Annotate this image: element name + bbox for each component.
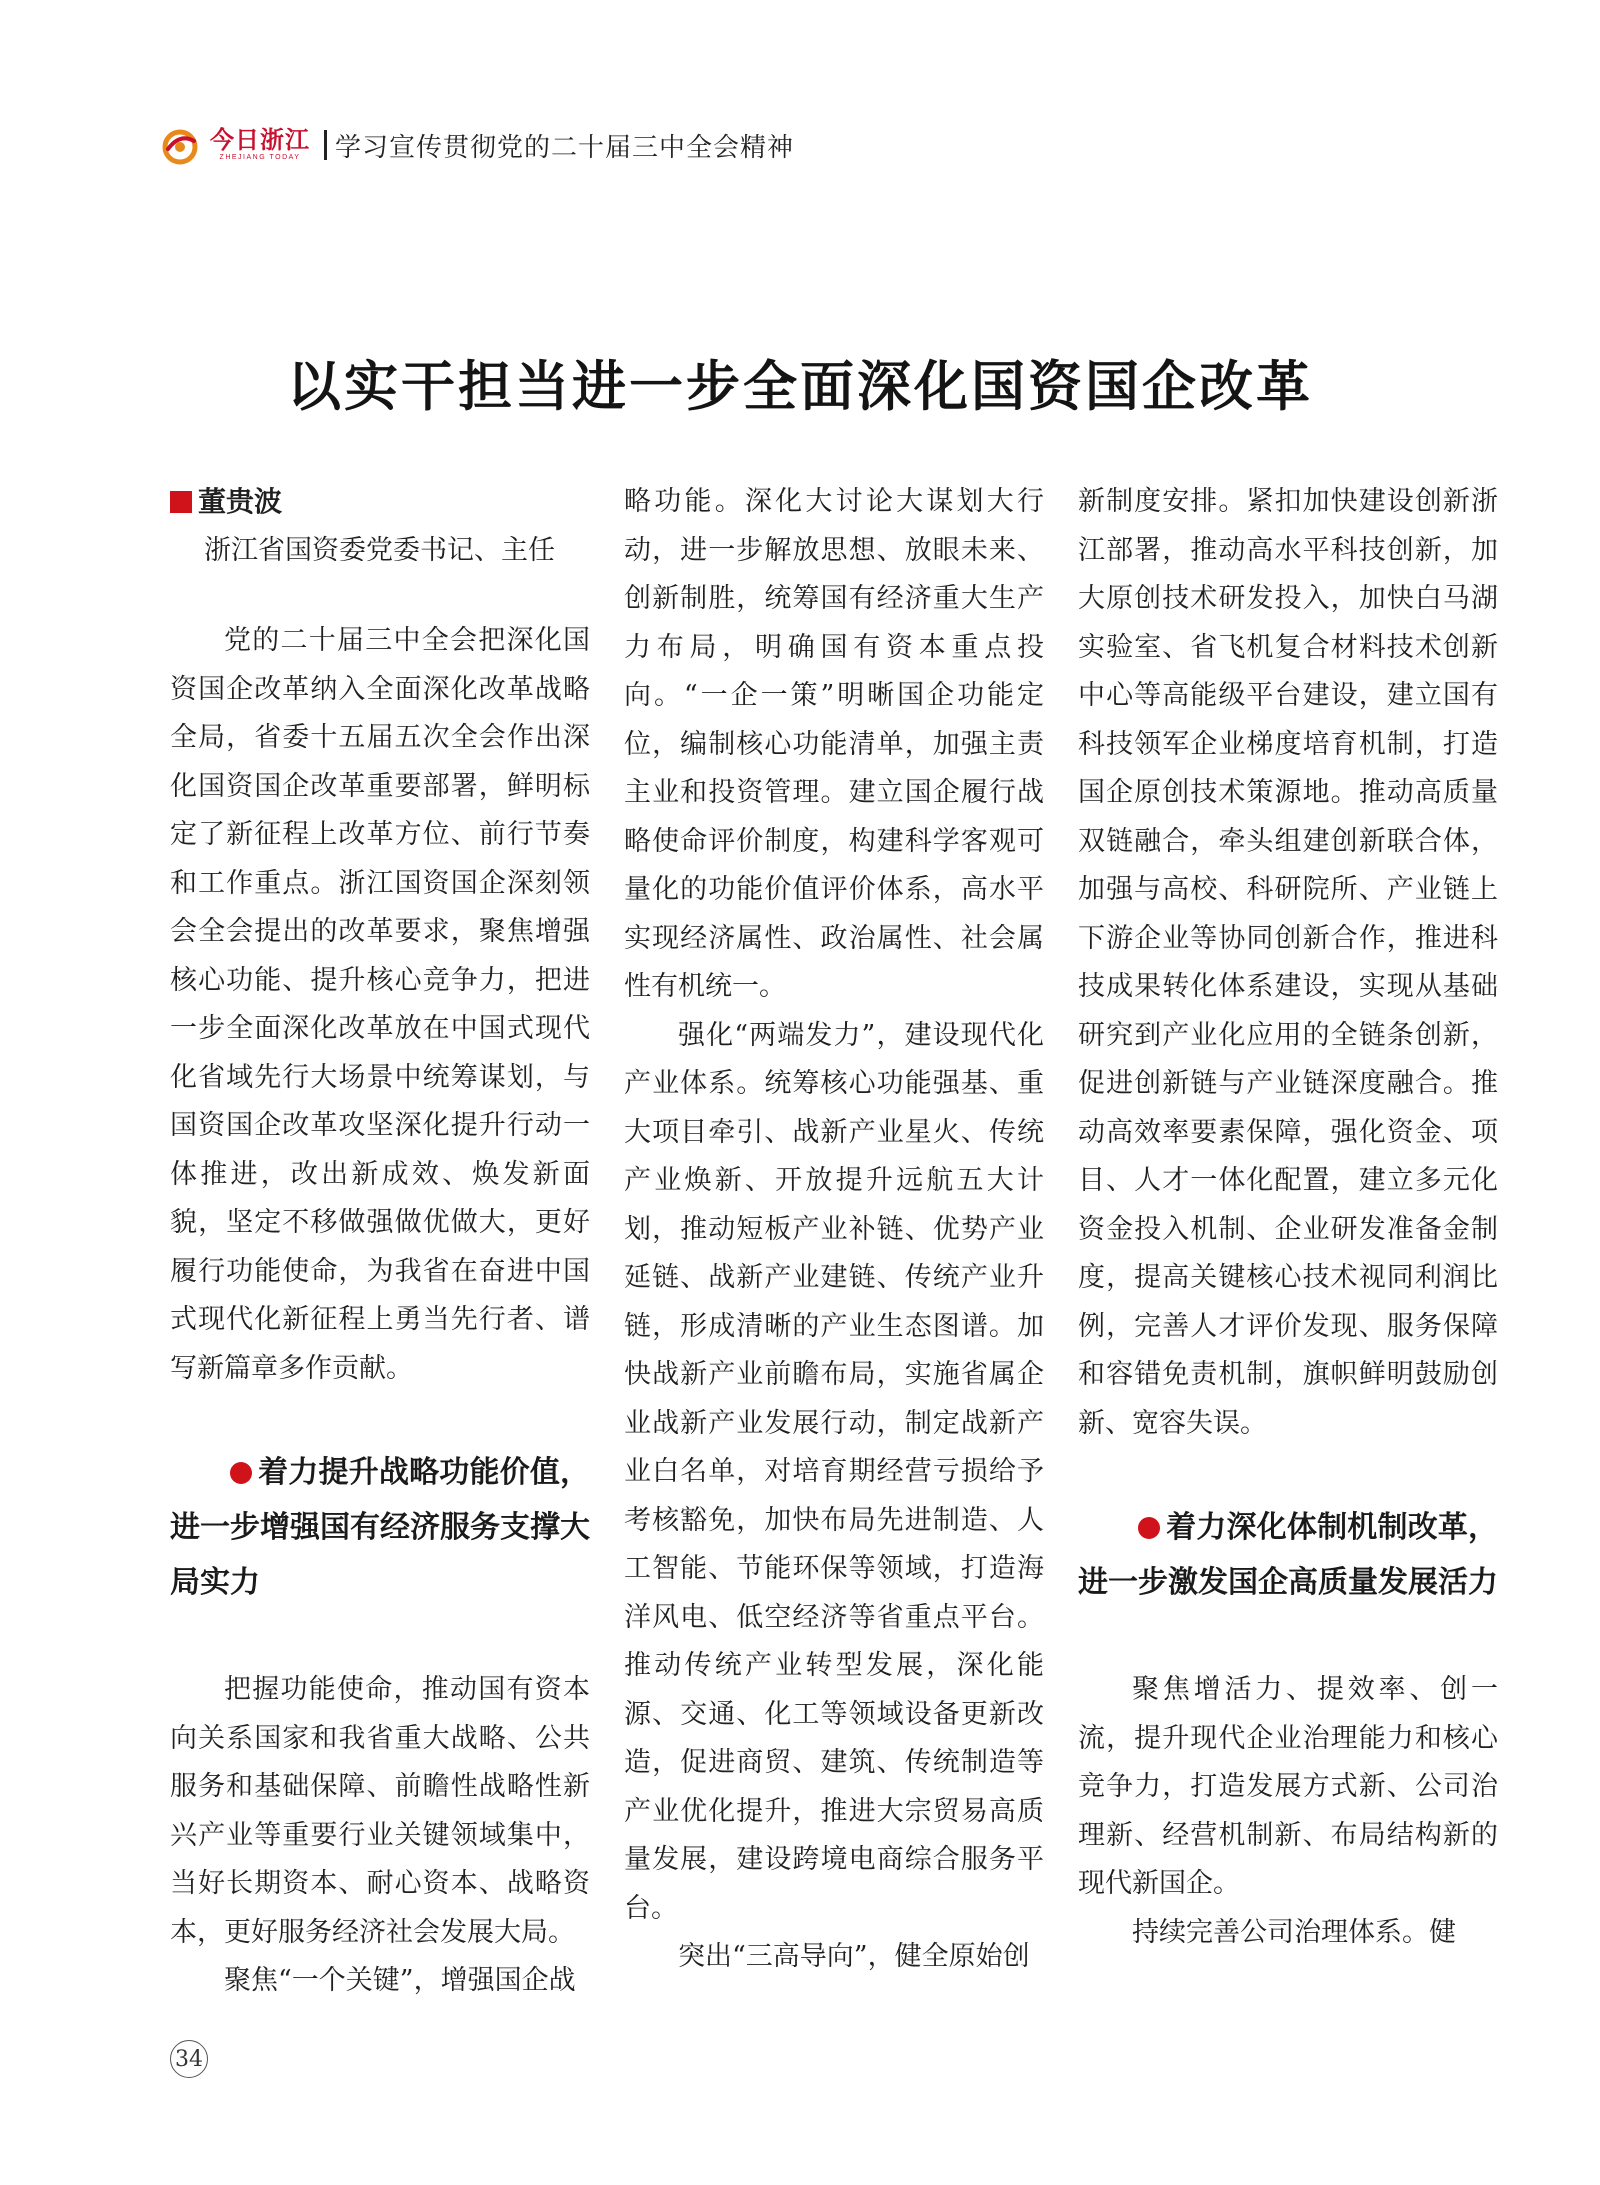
spacer	[1078, 1610, 1498, 1666]
brand-logo-text	[210, 127, 310, 163]
brand-name-en: ZHEJIANG TODAY	[219, 154, 301, 161]
page-number: 34	[170, 2040, 208, 2078]
spacer	[170, 575, 590, 617]
lead-phrase: 持续完善公司治理体系。	[1132, 1916, 1429, 1948]
paragraph-body: 统筹核心功能强基、重大项目牵引、战新产业星火、传统产业焕新、开放提升远航五大计划，推动短板产业补链、优势产业延链、战新产业建链、传统产业升链，形成清晰的产业生态图谱。加快战新产业前瞻布局，实施省属企业战新产业发展行动，制定战新产业白名单，对培育期经营亏损给予考核豁免，加快布局先进制造、人工智能、节能环保等领域，打造海洋风电、低空经济等省重点平台。推动传统产业转型发展，深化能源、交通、化工等领域设备更新改造，促进商贸、建筑、传统制造等产业优化提升，推进大宗贸易高质量发展，建设跨境电商综合服务平台。	[624, 1068, 1045, 1924]
author-name: 董贵波	[198, 486, 283, 517]
section-heading-1-text: 着力提升战略功能价值，进一步增强国有经济服务支撑大局实力	[170, 1456, 590, 1599]
header-divider	[324, 130, 327, 160]
red-square-icon	[170, 491, 192, 513]
paragraph: 突出“三高导向”，健全原始创	[678, 1941, 1030, 1972]
article-column-1	[170, 478, 590, 2006]
byline	[170, 478, 590, 527]
zhejiang-today-logo-icon	[160, 123, 200, 167]
section-heading-1	[170, 1445, 590, 1610]
lead-phrase: 强化“两端发力”，建设现代化产业体系。	[624, 1019, 1044, 1099]
paragraph	[624, 478, 1044, 1012]
article-column-2	[624, 478, 1044, 1982]
magazine-header	[160, 115, 794, 175]
lead-continuation: 略功能。	[624, 486, 745, 517]
brand-name-cn: 今日浙江	[210, 125, 310, 154]
paragraph	[624, 1012, 1044, 1934]
spacer	[170, 1610, 590, 1666]
author-title: 浙江省国资委党委书记、主任	[204, 534, 555, 566]
section-heading-2	[1078, 1500, 1498, 1610]
article-column-3	[1078, 478, 1498, 1957]
intro-paragraph: 党的二十届三中全会把深化国资国企改革纳入全面深化改革战略全局，省委十五届五次全会作出深化国资国企改革重要部署，鲜明标定了新征程上改革方位、前行节奏和工作重点。浙江国资国企深刻领会全会提出的改革要求，聚焦增强核心功能、提升核心竞争力，把进一步全面深化改革放在中国式现代化省域先行大场景中统筹谋划，与国资国企改革攻坚深化提升行动一体推进，改出新成效、焕发新面貌，坚定不移做强做优做大，更好履行功能使命，为我省在奋进中国式现代化新征程上勇当先行者、谱写新篇章多作贡献。	[170, 625, 590, 1384]
section-title: 学习宣传贯彻党的二十届三中全会精神	[335, 131, 795, 162]
paragraph	[1078, 1909, 1498, 1958]
paragraph	[1078, 478, 1498, 1448]
paragraph: 把握功能使命，推动国有资本向关系国家和我省重大战略、公共服务和基础保障、前瞻性战略性新兴产业等重要行业关键领域集中，当好长期资本、耐心资本、战略资本，更好服务经济社会发展大局。	[170, 1674, 590, 1948]
paragraph: 聚焦增活力、提效率、创一流，提升现代企业治理能力和核心竞争力，打造发展方式新、公司治理新、经营机制新、布局结构新的现代新国企。	[1078, 1674, 1498, 1899]
red-bullet-icon	[230, 1462, 252, 1484]
paragraph: 聚焦“一个关键”，增强国企战	[224, 1965, 576, 1996]
section-heading-2-text: 着力深化体制机制改革，进一步激发国企高质量发展活力	[1078, 1511, 1498, 1599]
lead-continuation: 新制度安排。	[1078, 486, 1247, 517]
spacer	[1078, 1448, 1498, 1500]
article-title: 以实干担当进一步全面深化国资国企改革	[287, 354, 1313, 419]
spacer	[170, 1393, 590, 1445]
paragraph-body: 深化大讨论大谋划大行动，进一步解放思想、放眼未来、创新制胜，统筹国有经济重大生产力布局，明确国有资本重点投向。“一企一策”明晰国企功能定位，编制核心功能清单，加强主责主业和投资管理。建立国企履行战略使命评价制度，构建科学客观可量化的功能价值评价体系，高水平实现经济属性、政治属性、社会属性有机统一。	[624, 486, 1045, 1002]
red-bullet-icon	[1138, 1517, 1160, 1539]
paragraph-body: 健	[1429, 1916, 1456, 1948]
paragraph-body: 紧扣加快建设创新浙江部署，推动高水平科技创新，加大原创技术研发投入，加快白马湖实验室、省飞机复合材料技术创新中心等高能级平台建设，建立国有科技领军企业梯度培育机制，打造国企原创技术策源地。推动高质量双链融合，牵头组建创新联合体，加强与高校、科研院所、产业链上下游企业等协同创新合作，推进科技成果转化体系建设，实现从基础研究到产业化应用的全链条创新，促进创新链与产业链深度融合。推动高效率要素保障，强化资金、项目、人才一体化配置，建立多元化资金投入机制、企业研发准备金制度，提高关键核心技术视同利润比例，完善人才评价发现、服务保障和容错免责机制，旗帜鲜明鼓励创新、宽容失误。	[1078, 486, 1499, 1439]
